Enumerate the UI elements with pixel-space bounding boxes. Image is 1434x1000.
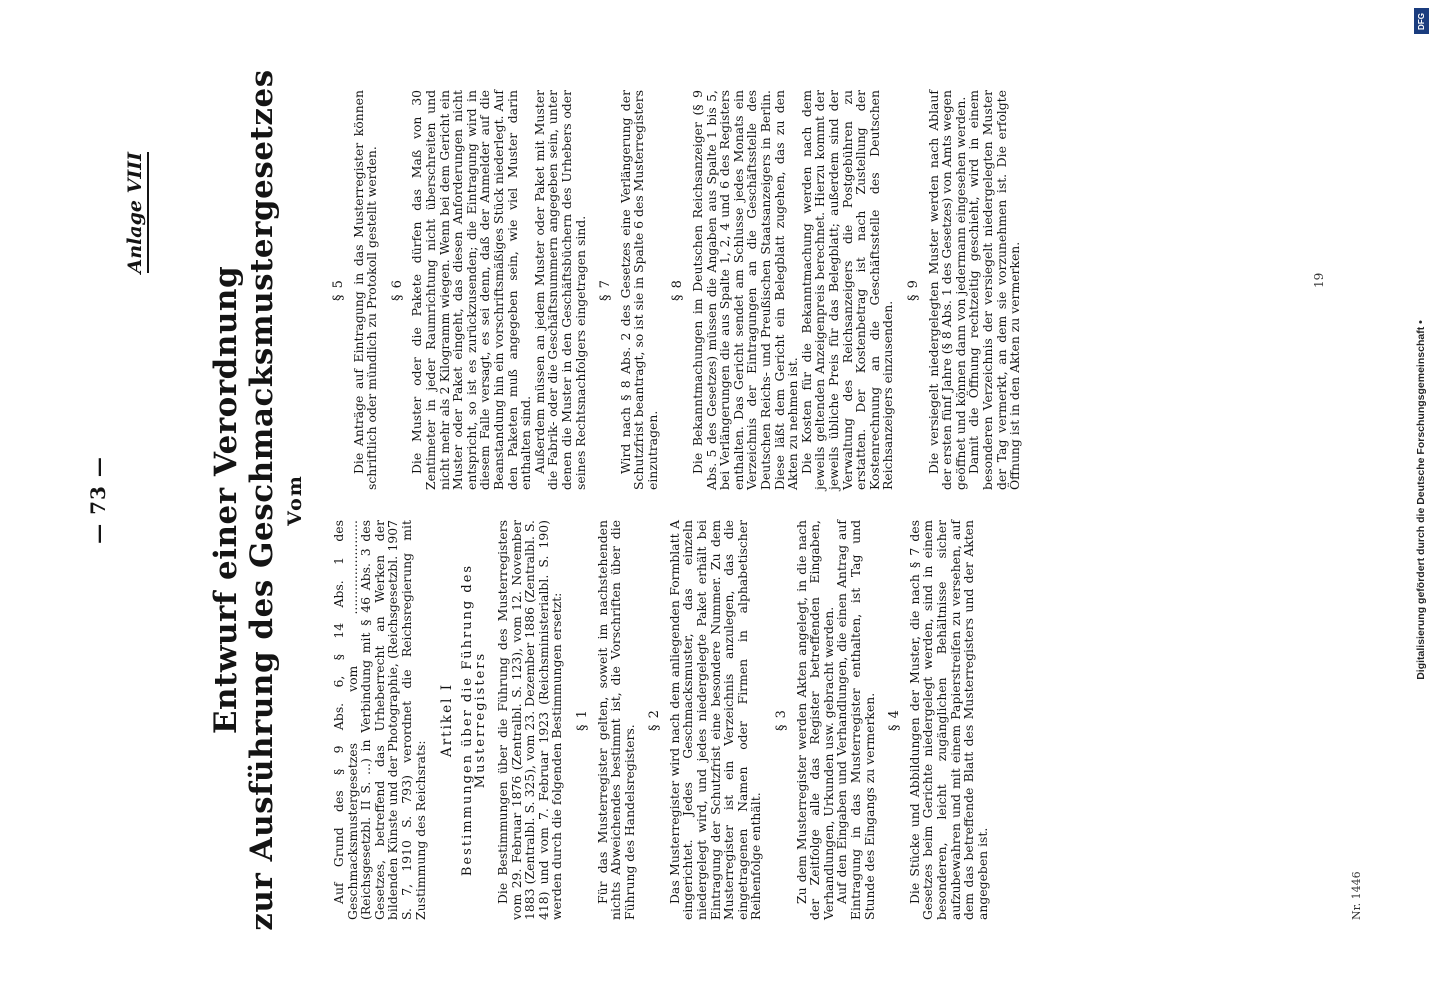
document-title-line-1: Entwurf einer Verordnung (208, 265, 244, 735)
left-column (332, 520, 989, 920)
dfg-logo-text: DFG (1417, 12, 1427, 30)
page-number: — 73 — (86, 456, 110, 544)
sheet-number: 19 (1312, 272, 1326, 288)
section-5-heading: § 5 (331, 279, 346, 301)
article-text: Die Bestimmungen über die Führung des Musterregisters vom 29. Februar 1876 (Zentralbl. S. 123), vom 12. November 1883 (Zentralbl. S. 325), vom 23. Dezember 1886 (Zentralbl. S. 418) und vom 7. Februar 1923 (Reichsministerialbl. S. 190) werden durch die folgenden Bestimmungen ersetzt: (494, 520, 565, 920)
section-2-heading: § 2 (647, 709, 663, 731)
digitization-strip (1408, 0, 1434, 1000)
section-8-heading: § 8 (670, 279, 686, 301)
section-1-text: Für das Musterregister gelten, soweit im nachstehenden nichts Abweichendes bestimmt ist, die Vorschriften über die Führung des Handelsregisters. (594, 520, 637, 920)
section-9-text-2: Damit die Öffnung rechtzeitig geschieht, wird in einem besonderen Verzeichnis der versiegelt niedergelegten Muster der Tag vermerkt, an dem sie vorzunehmen ist. Die erfolgte Öffnung ist in den Akten zu vermerken. (966, 90, 1023, 490)
section-9-heading: § 9 (905, 279, 921, 301)
section-6-text-2: Außerdem müssen an jedem Muster oder Paket mit Muster die Fabrik- oder die Geschäftsnummern angegeben sein, unter denen die Muster in den Geschäftsbüchern des Urhebers oder seines Rechtsnachfolgers eingetragen sind. (531, 90, 588, 490)
right-column (332, 90, 1022, 490)
section-3-text-2: Auf den Eingaben und Verhandlungen, die einen Antrag auf Eintragung in das Musterregister enthalten, ist Tag und Stunde des Eingangs zu vermerken. (834, 520, 877, 920)
document-title-line-2: zur Ausführung des Geschmacksmustergesetzes (244, 69, 280, 931)
section-6-text-1: Die Muster oder die Pakete dürfen das Maß von 30 Zentimeter in jeder Raumrichtung nicht überschreiten und nicht mehr als 2 Kilogramm wiegen. Wenn bei dem Gericht ein Muster oder Paket eingeht, das diesen Anforderungen nicht entspricht, so ist es zurückzusenden; die Eintragung wird in diesem Falle versagt, es sei denn, daß der Anmelder auf die Beanstandung hin ein vorschriftsmäßiges Stück niederlegt. Auf den Paketen muß angegeben sein, wie viel Muster darin enthalten sind. (409, 90, 534, 490)
annex-label: Anlage VIII (124, 152, 149, 273)
section-3-heading: § 3 (774, 709, 790, 731)
section-7-heading: § 7 (598, 279, 614, 301)
dfg-logo (1414, 8, 1429, 34)
section-4-text: Die Stücke und Abbildungen der Muster, die nach § 7 des Gesetzes beim Gerichte niedergelegt werden, sind in einem besonderen, leicht zugänglichen Behältnisse sicher aufzubewahren und mit einem Papierstreifen zu versehen, auf dem das betreffende Blatt des Musterregisters und der Akten angegeben ist. (906, 520, 990, 920)
section-5-text: Die Anträge auf Eintragung in das Musterregister können schriftlich oder mündlich zu Protokoll gestellt werden. (350, 90, 380, 490)
section-4-heading: § 4 (887, 709, 903, 731)
article-heading: Artikel I (439, 682, 456, 758)
print-number: Nr. 1446 (1350, 871, 1363, 920)
section-7-text: Wird nach § 8 Abs. 2 des Gesetzes eine Verlängerung der Schutzfrist beantragt, so ist sie in Spalte 6 des Musterregisters einzutragen. (617, 90, 660, 490)
section-9-text-1: Die versiegelt niedergelegten Muster werden nach Ablauf der ersten fünf Jahre (§ 8 Abs. 1 des Gesetzes) von Amts wegen geöffnet und können dann von jedermann eingesehen werden. (925, 90, 968, 490)
article-title: Bestimmungen über die Führung des Musterregisters (459, 563, 489, 877)
section-2-text: Das Musterregister wird nach dem anliegenden Formblatt A eingerichtet. Jedes Geschmacksmuster, das einzeln niedergelegt wird, und jedes niedergelegte Paket erhält bei Eintragung der Schutzfrist eine besondere Nummer. Zu dem Musterregister ist ein Verzeichnis anzulegen, das die eingetragenen Namen oder Firmen in alphabetischer Reihenfolge enthält. (666, 520, 764, 920)
digitization-note: Digitalisierung gefördert durch die Deutsche Forschungsgemeinschaft • (1415, 320, 1427, 680)
date-line: Vom (284, 474, 306, 526)
intro-paragraph: Auf Grund des § 9 Abs. 6, § 14 Abs. 1 des Geschmacksmustergesetzes vom ........................ (Reichsgesetzbl. II S. ...) in Verbindung mit § 46 Abs. 3 des Gesetzes, betreffend das Urheberrecht an Werken der bildenden Künste und der Photographie, (Reichsgesetzbl. 1907 S. 7, 1910 S. 793) verordnet die Reichsregierung mit Zustimmung des Reichsrats: (331, 520, 428, 920)
section-8-text-1: Die Bekanntmachungen im Deutschen Reichsanzeiger (§ 9 Abs. 5 des Gesetzes) müssen die Angaben aus Spalte 1 bis 5, bei Verlängerungen die aus Spalte 1, 2, 4 und 6 des Registers enthalten. Das Gericht sendet am Schlusse jedes Monats ein Verzeichnis der Eintragungen an die Geschäftsstelle des Deutschen Reichs- und Preußischen Staatsanzeigers in Berlin. Diese läßt dem Gericht ein Belegblatt zugehen, das zu den Akten zu nehmen ist. (690, 90, 801, 490)
section-1-heading: § 1 (574, 709, 590, 731)
section-8-text-2: Die Kosten für die Bekanntmachung werden nach dem jeweils geltenden Anzeigenpreis berechnet. Hierzu kommt der jeweils übliche Preis für das Belegblatt; außerdem sind der Verwaltung des Reichsanzeigers die Postgebühren zu erstatten. Der Kostenbetrag ist nach Zustellung der Kostenrechnung an die Geschäftsstelle des Deutschen Reichsanzeigers einzusenden. (798, 90, 896, 490)
section-6-heading: § 6 (389, 279, 405, 301)
section-3-text-1: Zu dem Musterregister werden Akten angelegt, in die nach der Zeitfolge alle das Register betreffenden Eingaben, Verhandlungen, Urkunden usw. gebracht werden. (793, 520, 836, 920)
